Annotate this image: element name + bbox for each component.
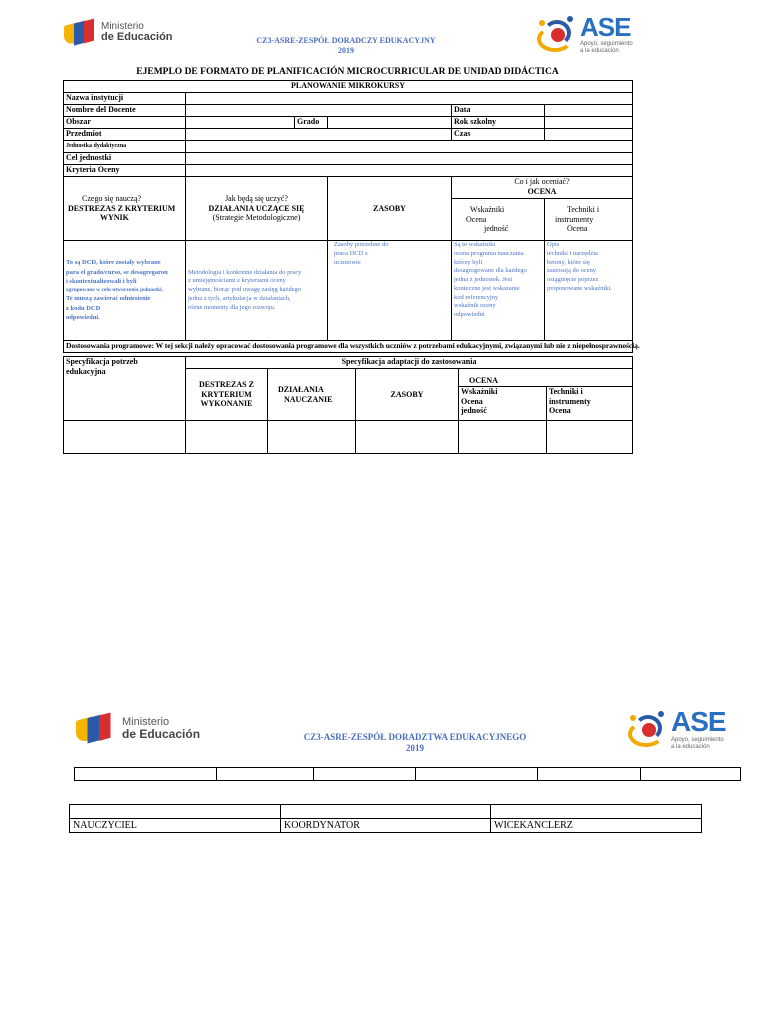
resources-guide-text: Zasoby potrzebne do praca DCD z uczniowie: [334, 241, 389, 266]
field-teacher[interactable]: [186, 105, 452, 117]
skills-guide-text: To są DCD, które zostały wybrane para el grado/curso, se desagregaron i skontextualizowali i byli zgrupowane w celu utworzenia jednostki. Te muszą zawierać odniesienie z kodu DCD odpowiedni.: [66, 259, 168, 322]
techniques-line1: Techniki i: [567, 205, 600, 215]
blank-cell[interactable]: [538, 768, 641, 781]
signature-space-coordinator[interactable]: [281, 805, 491, 819]
ministry-logo: [64, 20, 173, 46]
document-header-p2: [280, 732, 550, 755]
body-indicators[interactable]: [452, 241, 545, 341]
signature-label-coordinator: KOORDYNATOR: [281, 819, 491, 833]
blank-cell[interactable]: [314, 768, 416, 781]
body-activities[interactable]: [186, 241, 328, 341]
ministry-p2-line1: Ministerio: [122, 715, 170, 728]
ase-p2-name: ASE: [671, 706, 726, 737]
ase-p2-sub2: a la educación: [671, 744, 710, 750]
adapt-header-resources: ZASOBY: [356, 369, 459, 421]
field-criteria[interactable]: [186, 165, 633, 177]
field-unit[interactable]: [186, 141, 633, 153]
adapt-cell-indicators[interactable]: [459, 421, 547, 454]
col-header-indicators: [452, 199, 545, 241]
header-p2-line2: 2019: [406, 743, 424, 754]
label-adaptation-spec: Specyfikacja adaptacji do zastosowania: [186, 357, 633, 369]
ministry-line1: Ministerio: [101, 20, 144, 32]
col-header-evaluation: [452, 177, 633, 199]
label-area: Obszar: [64, 117, 186, 129]
field-subject[interactable]: [186, 129, 452, 141]
ase-logo: [537, 14, 633, 54]
document-header: [236, 36, 456, 56]
techniques-line2: instrumenty: [555, 214, 594, 224]
label-grade: Grado: [295, 117, 328, 129]
label-subject: Przedmiot: [64, 129, 186, 141]
adapt-cell-techniques[interactable]: [547, 421, 633, 454]
field-area[interactable]: [186, 117, 295, 129]
field-school-year[interactable]: [545, 117, 633, 129]
blank-cell[interactable]: [75, 768, 217, 781]
ministry-p2-line2: de Educación: [122, 727, 201, 742]
activities-question: Jak będą się uczyć?: [225, 194, 288, 204]
skills-question: Czego się nauczą?: [82, 194, 142, 204]
adapt-header-activities: DZIAŁANIA NAUCZANIE: [268, 369, 356, 421]
activities-heading: DZIAŁANIA UCZĄCE SIĘ: [208, 203, 305, 213]
body-techniques[interactable]: [545, 241, 633, 341]
planning-table: [63, 80, 640, 353]
adapt-header-skills: DESTREZAS Z KRYTERIUM WYKONANIE: [186, 369, 268, 421]
ministry-logo-p2: [76, 714, 200, 744]
adapt-cell-needs[interactable]: [64, 421, 186, 454]
techniques-guide-text: Opis techniki i narzędzia betony, które się zastosują do oceny osiągnięcie poprzez proponowane wskaźniki.: [547, 241, 612, 292]
adapt-cell-skills[interactable]: [186, 421, 268, 454]
table-title: PLANOWANIE MIKROKURSY: [64, 81, 633, 93]
label-unit: Jednostka dydaktyczna: [64, 141, 186, 153]
blank-cell[interactable]: [217, 768, 314, 781]
label-criteria: Kryteria Oceny: [64, 165, 186, 177]
adapt-header-evaluation: OCENA: [459, 369, 633, 387]
header-line1: CZ3-ASRE-ZESPÓŁ DORADCZY EDUKACYJNY: [256, 36, 436, 45]
header-p2-line1: CZ3-ASRE-ZESPÓŁ DORADZTWA EDUKACYJNEGO: [303, 732, 527, 742]
indicators-line3: jedność: [484, 224, 509, 234]
signature-label-vice: WICEKANCLERZ: [491, 819, 702, 833]
ase-logo-p2: [628, 708, 726, 750]
evaluation-question: Co i jak oceniać?: [514, 177, 570, 186]
main-title: EJEMPLO DE FORMATO DE PLANIFICACIÓN MICROCURRICULAR DE UNIDAD DIDÁCTICA: [136, 67, 559, 77]
col-header-activities: [186, 177, 328, 241]
blank-cell[interactable]: [416, 768, 538, 781]
ase-sub2: a la educación: [580, 48, 619, 54]
field-date[interactable]: [545, 105, 633, 117]
label-goal: Cel jednostki: [64, 153, 186, 165]
field-time[interactable]: [545, 129, 633, 141]
signature-label-teacher: NAUCZYCIEL: [70, 819, 281, 833]
ase-logo-icon-p2: [628, 711, 668, 747]
col-header-resources: ZASOBY: [328, 177, 452, 241]
field-goal[interactable]: [186, 153, 633, 165]
label-school-year: Rok szkolny: [452, 117, 545, 129]
adaptations-note: Dostosowania programowe: W tej sekcji należy opracować dostosowania programowe dla wszystkich uczniów z potrzebami edukacyjnymi, związanymi lub nie z niepełnosprawnością.: [64, 341, 633, 353]
activities-subheading: (Strategie Metodologiczne): [212, 213, 301, 223]
adapt-cell-activities[interactable]: [268, 421, 356, 454]
label-teacher: Nombre del Docente: [64, 105, 186, 117]
body-skills[interactable]: [64, 241, 186, 341]
ministry-line2: de Educación: [101, 31, 173, 44]
adapt-cell-resources[interactable]: [356, 421, 459, 454]
techniques-line3: Ocena: [567, 224, 588, 234]
skills-heading-1: DESTREZAS Z KRYTERIUM: [68, 203, 176, 213]
col-header-skills: [64, 177, 186, 241]
ase-p2-sub1: Apoyo, seguimiento: [671, 737, 724, 743]
blank-cell[interactable]: [641, 768, 741, 781]
label-date: Data: [452, 105, 545, 117]
indicators-line2: Ocena: [466, 214, 487, 224]
adaptation-table: [63, 356, 633, 454]
signature-space-vice[interactable]: [491, 805, 702, 819]
needs-spec-line2: edukacyjna: [66, 366, 106, 376]
ase-logo-icon: [537, 16, 577, 52]
indicators-line1: Wskaźniki: [470, 205, 505, 215]
label-time: Czas: [452, 129, 545, 141]
ase-name: ASE: [580, 12, 631, 42]
ministry-logo-icon: [64, 20, 96, 46]
activities-guide-text: Metodologia i konkretne działania do pracy z umiejętnościami z kryteriami oceny wybrane, biorąc pod uwagę zasięg każdego jedna z tych, artykulacja w działaniach, różne momenty dla jego rozwoju.: [188, 268, 302, 311]
body-resources[interactable]: [328, 241, 452, 341]
col-header-techniques: [545, 199, 633, 241]
blank-row-table: [74, 767, 741, 781]
indicators-guide-text: Są to wskaźniki ocena programu nauczania którzy byli desagregowane dla każdego jedna z jednostek. Jest konieczne jest wskazanie kod referencyjny wskaźnik oceny odpowiedni: [454, 241, 527, 319]
adapt-header-indicators: Wskaźniki Ocena jedność: [459, 387, 547, 421]
signature-space-teacher[interactable]: [70, 805, 281, 819]
field-grade[interactable]: [328, 117, 452, 129]
signature-table: [69, 804, 702, 833]
label-institution: Nazwa instytucji: [64, 93, 186, 105]
field-institution[interactable]: [186, 93, 633, 105]
header-line2: 2019: [338, 46, 354, 55]
label-needs-spec: [64, 357, 186, 421]
ase-sub1: Apoyo, seguimiento: [580, 41, 633, 47]
skills-heading-2: WYNIK: [100, 213, 129, 223]
needs-spec-line1: Specyfikacja potrzeb: [66, 357, 138, 366]
adapt-header-techniques: Techniki i instrumenty Ocena: [547, 387, 633, 421]
ministry-logo-icon-p2: [76, 714, 120, 749]
evaluation-heading: OCENA: [527, 186, 557, 196]
